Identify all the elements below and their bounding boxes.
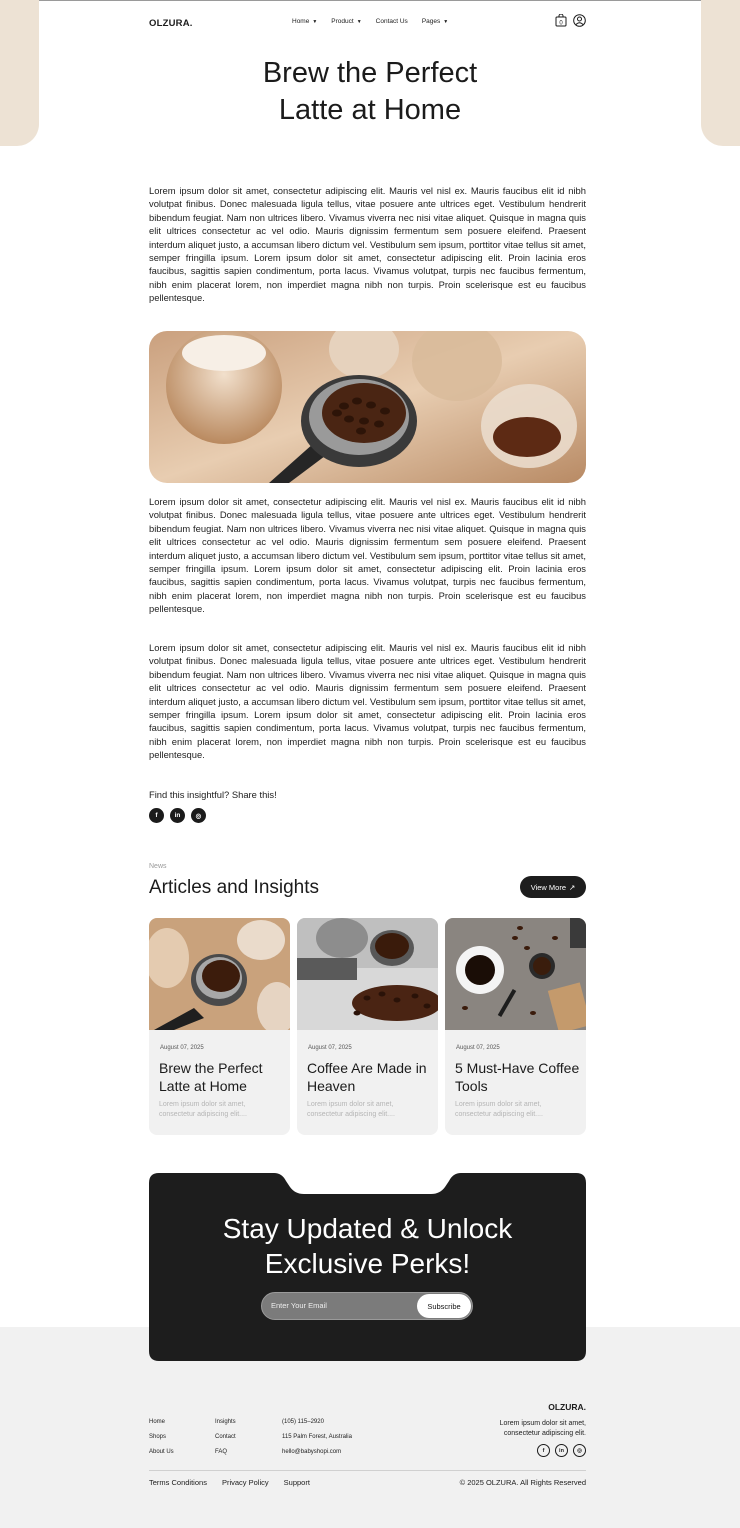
footer-contact-column (282, 1419, 352, 1457)
card-title: 5 Must-Have Coffee Tools (455, 1060, 580, 1094)
card-excerpt: Lorem ipsum dolor sit amet, consectetur adipiscing elit.... (159, 1101, 247, 1118)
footer-links-column-2 (215, 1419, 236, 1457)
facebook-icon[interactable]: f (149, 808, 164, 823)
menu-item-label: Home (292, 18, 310, 25)
newsletter-title-line2: Exclusive Perks! (264, 1248, 471, 1279)
instagram-icon[interactable]: ◎ (573, 1444, 586, 1457)
footer-link[interactable]: Home (149, 1419, 166, 1425)
footer-description: Lorem ipsum dolor sit amet, consectetur adipiscing elit. (499, 1420, 586, 1437)
article-card-2[interactable] (297, 918, 438, 1135)
chevron-down-icon: ▼ (312, 18, 318, 25)
card-image (445, 918, 586, 1030)
footer-address: 115 Palm Forest, Australia (282, 1434, 352, 1440)
user-icon[interactable] (573, 14, 586, 27)
arrow-up-right-icon: ↗ (569, 882, 576, 892)
menu-item-label: Contact Us (375, 18, 408, 25)
linkedin-icon[interactable]: in (170, 808, 185, 823)
card-title: Brew the Perfect Latte at Home (159, 1060, 263, 1094)
card-excerpt: Lorem ipsum dolor sit amet, consectetur adipiscing elit.... (455, 1101, 543, 1118)
menu-item-pages[interactable] (422, 18, 448, 25)
article-paragraph-1: Lorem ipsum dolor sit amet, consectetur adipiscing elit. Mauris vel nisl ex. Mauris faucibus elit id nibh volutpat finibus. Donec malesuada ligula tellus, vitae posuere ante ultrices eget. Vestibulum hendrerit bibendum feugiat. Nam non ultrices libero. Vivamus viverra nec nisi vitae aliquet. Quisque in magna quis elit ultrices consectetur ac vel odio. Mauris dignissim fermentum sem posuere eleifend. Praesent interdum aliquet justo, a accumsan libero dictum vel. Vestibulum sem ipsum, porttitor vitae tellus sit amet, semper fringilla ipsum. Lorem ipsum dolor sit amet, consectetur adipiscing elit. Proin lacinia eros faucibus, sagittis sapien condimentum, porta lacus. Vivamus volutpat, turpis nec faucibus fermentum, nibh enim placerat lorem, non imperdiet magna nibh non turpis. Proin scelerisque est eu faucibus pellentesque. (149, 185, 586, 304)
footer-phone: (105) 115–2920 (282, 1419, 324, 1425)
page-title-line2: Latte at Home (278, 94, 462, 126)
subscribe-button[interactable]: Subscribe (417, 1294, 471, 1318)
privacy-link[interactable]: Privacy Policy (221, 1478, 269, 1487)
newsletter-title (149, 1211, 586, 1281)
chevron-down-icon: ▼ (356, 18, 362, 25)
footer-link[interactable]: About Us (149, 1449, 174, 1455)
menu-item-home[interactable] (292, 18, 317, 25)
main-menu (292, 18, 448, 25)
footer-logo[interactable]: OLZURA. (548, 1402, 586, 1412)
footer-divider (149, 1470, 586, 1471)
article-card-1[interactable] (149, 918, 290, 1135)
card-excerpt: Lorem ipsum dolor sit amet, consectetur adipiscing elit.... (307, 1101, 395, 1118)
footer-link[interactable]: FAQ (215, 1449, 228, 1455)
view-more-button[interactable] (520, 876, 586, 898)
facebook-icon[interactable]: f (537, 1444, 550, 1457)
page-title (0, 55, 740, 129)
menu-item-contact[interactable] (376, 18, 408, 25)
footer-legal-links (149, 1478, 310, 1487)
card-date: August 07, 2025 (308, 1045, 352, 1051)
cart-icon[interactable] (554, 14, 567, 27)
top-navigation (149, 13, 586, 33)
page-title-line1: Brew the Perfect (262, 57, 478, 89)
share-social-links (149, 808, 206, 823)
newsletter-section (149, 1173, 586, 1361)
footer-link[interactable]: Contact (215, 1434, 236, 1440)
logo[interactable]: OLZURA. (149, 17, 193, 29)
menu-item-product[interactable] (331, 18, 361, 25)
article-image (149, 331, 586, 483)
chevron-down-icon: ▼ (443, 18, 449, 25)
news-eyebrow: News (149, 863, 167, 870)
view-more-label: View More (530, 882, 566, 892)
menu-item-label: Product (331, 18, 354, 25)
cart-count: 0 (558, 20, 563, 27)
footer-email[interactable]: hello@babyshopi.com (282, 1449, 342, 1455)
linkedin-icon[interactable]: in (555, 1444, 568, 1457)
nav-actions (554, 14, 586, 27)
footer-links-column-1 (149, 1419, 174, 1457)
terms-link[interactable]: Terms Conditions (149, 1478, 207, 1487)
email-input[interactable]: Enter Your Email (271, 1301, 327, 1310)
news-section-title: Articles and Insights (149, 877, 320, 898)
card-date: August 07, 2025 (160, 1045, 204, 1051)
card-image (149, 918, 290, 1030)
menu-item-label: Pages (421, 18, 441, 25)
newsletter-form (261, 1292, 473, 1320)
instagram-icon[interactable]: ◎ (191, 808, 206, 823)
card-date: August 07, 2025 (456, 1045, 500, 1051)
footer-link[interactable]: Shops (149, 1434, 167, 1440)
card-image (297, 918, 438, 1030)
article-paragraph-3: Lorem ipsum dolor sit amet, consectetur adipiscing elit. Mauris vel nisl ex. Mauris faucibus elit id nibh volutpat finibus. Donec malesuada ligula tellus, vitae posuere ante ultrices eget. Vestibulum hendrerit bibendum feugiat. Nam non ultrices libero. Vivamus viverra nec nisi vitae aliquet. Quisque in magna quis elit ultrices consectetur ac vel odio. Mauris dignissim fermentum sem posuere eleifend. Praesent interdum aliquet justo, a accumsan libero dictum vel. Vestibulum sem ipsum, porttitor vitae tellus sit amet, semper fringilla ipsum. Lorem ipsum dolor sit amet, consectetur adipiscing elit. Proin lacinia eros faucibus, sagittis sapien condimentum, porta lacus. Vivamus volutpat, turpis nec faucibus fermentum, nibh enim placerat lorem, non imperdiet magna nibh non turpis. Proin scelerisque est eu faucibus pellentesque. (149, 642, 586, 761)
article-paragraph-2: Lorem ipsum dolor sit amet, consectetur adipiscing elit. Mauris vel nisl ex. Mauris faucibus elit id nibh volutpat finibus. Donec malesuada ligula tellus, vitae posuere ante ultrices eget. Vestibulum hendrerit bibendum feugiat. Nam non ultrices libero. Vivamus viverra nec nisi vitae aliquet. Quisque in magna quis elit ultrices consectetur ac vel odio. Mauris dignissim fermentum sem posuere eleifend. Praesent interdum aliquet justo, a accumsan libero dictum vel. Vestibulum sem ipsum, porttitor vitae tellus sit amet, semper fringilla ipsum. Lorem ipsum dolor sit amet, consectetur adipiscing elit. Proin lacinia eros faucibus, sagittis sapien condimentum, porta lacus. Vivamus volutpat, turpis nec faucibus fermentum, nibh enim placerat lorem, non imperdiet magna nibh non turpis. Proin scelerisque est eu faucibus pellentesque. (149, 496, 586, 615)
footer-social-links (537, 1444, 586, 1457)
support-link[interactable]: Support (283, 1478, 310, 1487)
share-label: Find this insightful? Share this! (149, 789, 277, 800)
card-title: Coffee Are Made in Heaven (307, 1060, 427, 1094)
top-border (0, 0, 740, 1)
footer-link[interactable]: Insights (215, 1419, 236, 1425)
article-card-3[interactable] (445, 918, 586, 1135)
newsletter-title-line1: Stay Updated & Unlock (222, 1213, 513, 1244)
copyright: © 2025 OLZURA. All Rights Reserved (459, 1478, 586, 1487)
